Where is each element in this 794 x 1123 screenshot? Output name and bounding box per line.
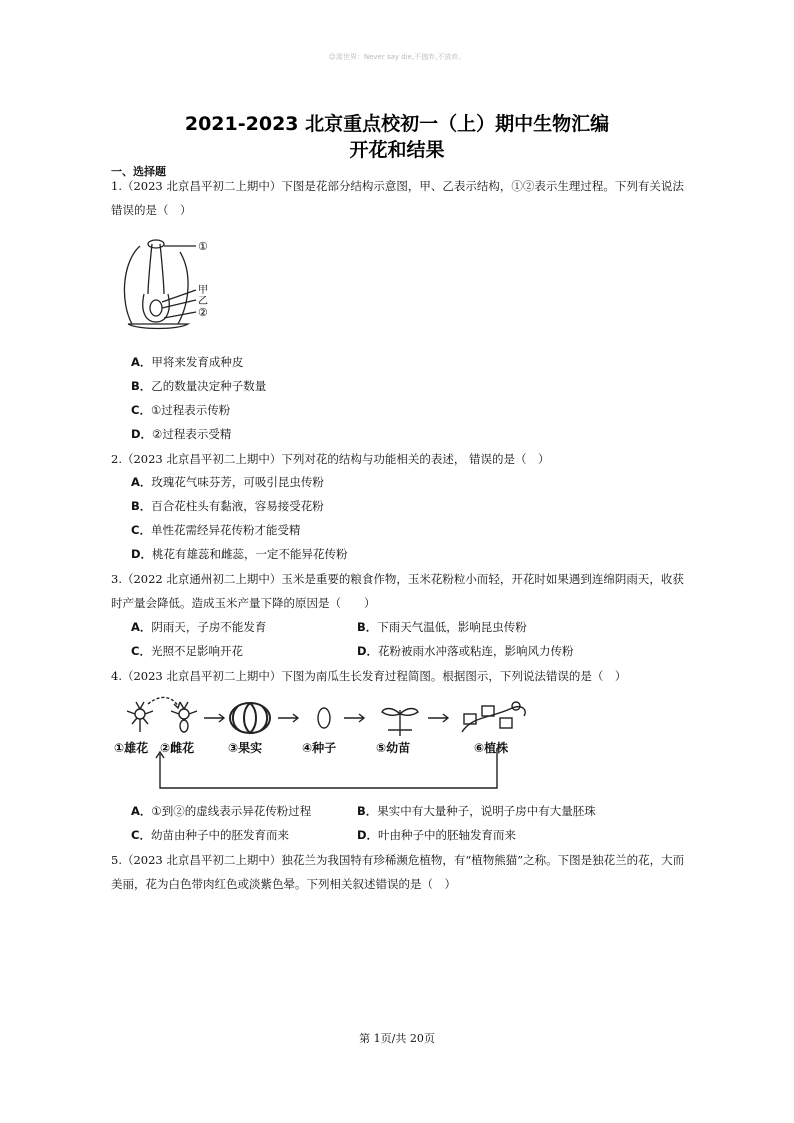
label-seed: ④种子: [302, 741, 337, 755]
q2-option-d: D．桃花有雄蕊和雌蕊，一定不能异花传粉: [131, 547, 348, 561]
seedling-icon: [382, 709, 418, 737]
plant-icon: [462, 702, 525, 732]
arrow-icon: [344, 714, 364, 722]
q2-option-a: A．玫瑰花气味芬芳，可吸引昆虫传粉: [131, 475, 324, 489]
label-1: ①: [198, 240, 208, 253]
label-2: ②: [198, 306, 208, 319]
female-flower-icon: [171, 702, 197, 732]
q3-option-a: A．阴雨天，子房不能发育: [131, 620, 267, 634]
q1-option-d: D．②过程表示受精: [131, 427, 232, 441]
q3-option-d: D．花粉被雨水冲落或粘连，影响风力传粉: [357, 644, 574, 658]
arrow-icon: [278, 714, 298, 722]
question-3-text: 3.（2022 北京通州初二上期中）玉米是重要的粮食作物，玉米花粉粒小而轻，开花时如果遇到连绵阴雨天，收获时产量会降低。造成玉米产量下降的原因是（ ）: [111, 572, 684, 610]
label-seedling: ⑤幼苗: [376, 741, 411, 755]
q3-option-c: C．光照不足影响开花: [131, 644, 243, 658]
receptacle: [128, 324, 188, 329]
label-yi: 乙: [198, 296, 208, 307]
watermark: ☺源世界：Never say die,不抛弃,不放弃。: [328, 53, 466, 61]
question-5-text: 5.（2023 北京昌平初二上期中）独花兰为我国特有珍稀濒危植物，有“植物熊猫”之称。下图是独花兰的花，大而美丽，花为白色带肉红色或淡紫色晕。下列相关叙述错误的是（ ）: [111, 853, 685, 891]
flower-structure-figure: [118, 232, 218, 332]
style-right: [160, 244, 164, 294]
label-male-flower: ①雄花: [114, 741, 149, 755]
stigma: [148, 240, 164, 248]
q1-option-a: A．甲将来发育成种皮: [131, 355, 244, 369]
ovule: [150, 300, 162, 316]
pollination-dashed-arrow: [148, 697, 178, 706]
label-jia: 甲: [198, 285, 208, 296]
pumpkin-lifecycle-figure: [112, 696, 532, 796]
q4-option-a: A．①到②的虚线表示异花传粉过程: [131, 804, 312, 818]
q4-option-b: B．果实中有大量种子，说明子房中有大量胚珠: [357, 804, 596, 818]
petal-left: [124, 246, 140, 324]
arrow-icon: [204, 714, 224, 722]
question-2-text: 2.（2023 北京昌平初二上期中）下列对花的结构与功能相关的表述， 错误的是（ ）: [111, 452, 550, 466]
document-title: 2021-2023 北京重点校初一（上）期中生物汇编: [184, 113, 610, 135]
question-1-text: 1.（2023 北京昌平初二上期中）下图是花部分结构示意图，甲、乙表示结构，①②表示生理过程。下列有关说法错误的是（ ）: [111, 179, 684, 217]
arrow-icon: [428, 714, 448, 722]
label-plant: ⑥植株: [474, 741, 509, 755]
label-female-flower: ②雌花: [160, 741, 195, 755]
seed-icon: [318, 708, 330, 728]
style: [148, 244, 152, 294]
q2-option-b: B．百合花柱头有黏液，容易接受花粉: [131, 499, 324, 513]
section-heading: 一、选择题: [111, 165, 166, 178]
question-4-text: 4.（2023 北京昌平初二上期中）下图为南瓜生长发育过程简图。根据图示，下列说法错误的是（ ）: [111, 669, 627, 683]
q1-option-b: B．乙的数量决定种子数量: [131, 379, 267, 393]
q1-option-c: C．①过程表示传粉: [131, 403, 231, 417]
q3-option-b: B．下雨天气温低，影响昆虫传粉: [357, 620, 527, 634]
page-footer: 第 1页/共 20页: [359, 1032, 435, 1045]
pumpkin-icon: [230, 703, 270, 733]
q4-option-d: D．叶由种子中的胚轴发育而来: [357, 828, 517, 842]
male-flower-icon: [127, 702, 153, 732]
q4-option-c: C．幼苗由种子中的胚发育而来: [131, 828, 289, 842]
document-subtitle: 开花和结果: [349, 139, 445, 161]
label-fruit: ③果实: [228, 741, 263, 755]
q2-option-c: C．单性花需经异花传粉才能受精: [131, 523, 301, 537]
